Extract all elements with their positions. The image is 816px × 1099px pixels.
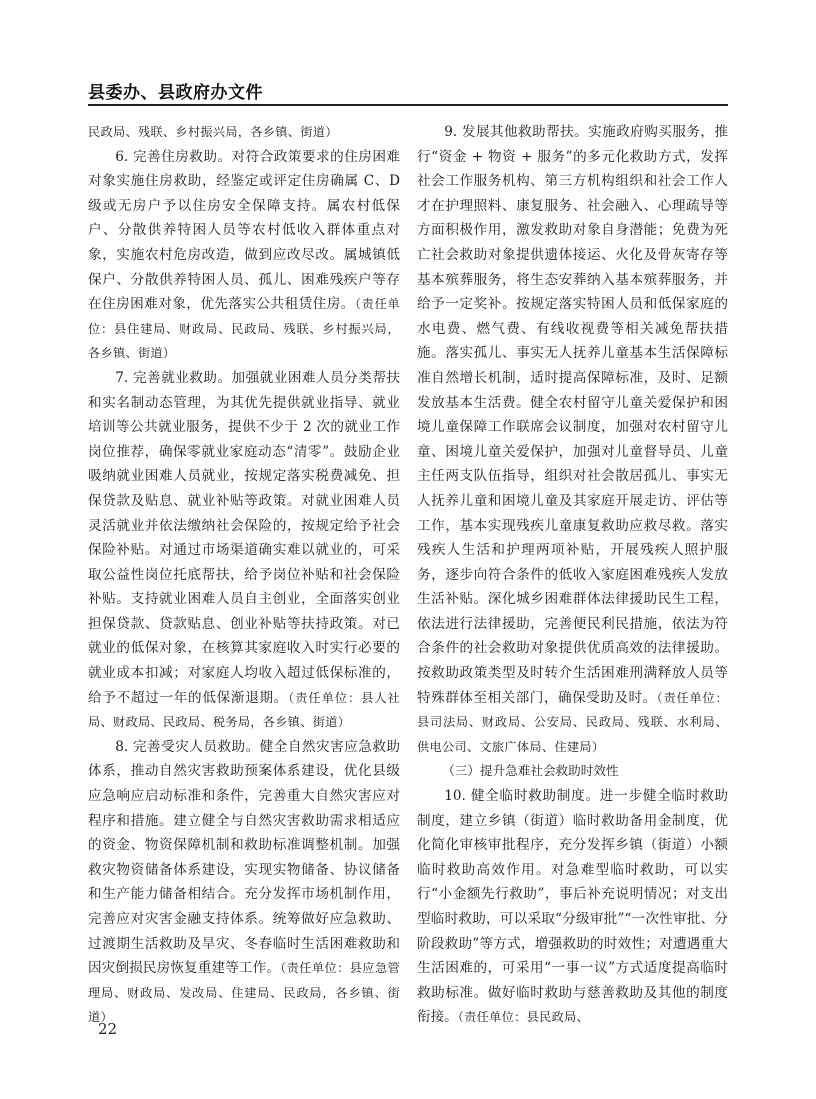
paragraph-text: 10. 健全临时救助制度。进一步健全临时救助制度，建立乡镇（街道）临时救助备用金制度，优化简化审核审批程序，充分发挥乡镇（街道）小额临时救助高效作用。对急难型临时救助，可以实行“小金额先行救助”，事后补充说明情况；对支出型临时救助，可以采取“分级审批”“一次性审批、分阶段救助”等方式，增强救助的时效性；对遭遇重大生活困难的，可采用“一事一议”方式适度提高临时救助标准。做好临时救助与慈善救助及其他的制度衔接。 (417, 788, 728, 1026)
paragraph-text: 7. 完善就业救助。加强就业困难人员分类帮扶和实名制动态管理，为其优先提供就业指导、就业培训等公共就业服务，提供不少于 2 次的就业工作岗位推荐，确保零就业家庭动态“清零”。鼓励企业吸纳就业困难人员就业，按规定落实税费减免、担保贷款及贴息、就业补贴等政策。对就业困难人员灵活就业并依法缴纳社会保险的，按规定给予社会保险补贴。对通过市场渠道确实难以就业的，可采取公益性岗位托底帮扶，给予岗位补贴和社会保险补贴。支持就业困难人员自主创业，全面落实创业担保贷款、贷款贴息、创业补贴等扶持政策。对已就业的低保对象，在核算其家庭收入时实行必要的就业成本扣减；对家庭人均收入超过低保标准的，给予不超过一年的低保渐退期。 (88, 369, 400, 706)
page-number: 22 (98, 1020, 118, 1038)
section-subheading: （三）提升急难社会救助时效性 (442, 763, 619, 779)
responsible-units: 民政局、残联、乡村振兴局，各乡镇、街道） (88, 125, 338, 139)
paragraph-employment-assistance (88, 366, 400, 735)
paragraph-continuation (88, 120, 400, 145)
left-text-column (88, 120, 400, 1030)
paragraph-text: 8. 完善受灾人员救助。健全自然灾害应急救助体系，推动自然灾害救助预案体系建设，优化县级应急响应启动标准和条件，完善重大自然灾害应对程序和措施。建立健全与自然灾害救助需求相适应的资金、物资保障机制和救助标准调整机制。加强救灾物资储备体系建设，实现实物储备、协议储备和生产能力储备相结合。充分发挥市场机制作用，完善应对灾害金融支持体系。统筹做好应急救助、过渡期生活救助及旱灾、冬春临时生活困难救助和因灾倒损民房恢复重建等工作。 (88, 738, 400, 977)
responsible-units: （责任单位：县司法局、财政局、公安局、民政局、残联、水利局、供电公司、文旅广体局、住建局） (417, 690, 728, 754)
document-header-title: 县委办、县政府办文件 (88, 83, 263, 103)
paragraph-housing-assistance (88, 145, 400, 366)
paragraph-disaster-assistance (88, 735, 400, 1030)
paragraph-other-assistance (417, 120, 728, 759)
responsible-units: （责任单位：县人社局、财政局、民政局、税务局，各乡镇、街道） (88, 690, 400, 730)
paragraph-text: 9. 发展其他救助帮扶。实施政府购买服务，推行“资金 + 物资 + 服务”的多元化救助方式，发挥社会工作服务机构、第三方机构组织和社会工作人才在护理照料、康复服务、社会融入、心理疏导等方面积极作用，激发救助对象自身潜能；免费为死亡社会救助对象提供遗体接运、火化及骨灰寄存等基本殡葬服务，将生态安葬纳入基本殡葬服务，并给予一定奖补。按规定落实特困人员和低保家庭的水电费、燃气费、有线收视费等相关减免帮扶措施。落实孤儿、事实无人抚养儿童基本生活保障标准自然增长机制，适时提高保障标准，及时、足额发放基本生活费。健全农村留守儿童关爱保护和困境儿童保障工作联席会议制度，加强对农村留守儿童、困境儿童关爱保护，加强对儿童督导员、儿童主任两支队伍指导，组织对社会散居孤儿、事实无人抚养儿童和困境儿童及其家庭开展走访、评估等工作，基本实现残疾儿童康复救助应救尽救。落实残疾人生活和护理两项补贴，开展残疾人照护服务，逐步向符合条件的低收入家庭困难残疾人发放生活补贴。深化城乡困难群体法律援助民生工程，依法进行法律援助，完善便民利民措施，依法为符合条件的社会救助对象提供优质高效的法律援助。按救助政策类型及时转介生活困难刑满释放人员等特殊群体至相关部门，确保受助及时。 (417, 124, 728, 706)
responsible-units: （责任单位：县应急管理局、财政局、发改局、住建局、民政局，各乡镇、街道） (88, 961, 401, 1025)
responsible-units: （责任单位：县民政局、 (457, 1010, 590, 1025)
paragraph-text: 6. 完善住房救助。对符合政策要求的住房困难对象实施住房救助，经鉴定或评定住房确属 C、D 级或无房户予以住房安全保障支持。属农村低保户、分散供养特困人员等农村低收入群体重点对象，实施农村危房改造，做到应改尽改。属城镇低保户、分散供养特困人员、孤儿、困难残疾户等存在住房困难对象，优先落实公共租赁住房。 (88, 148, 400, 313)
responsible-units: （责任单位：县住建局、财政局、民政局、残联、乡村振兴局，各乡镇、街道） (88, 297, 400, 361)
paragraph-temporary-assistance (417, 784, 728, 1030)
header-divider (88, 104, 728, 106)
right-text-column (417, 120, 728, 1030)
